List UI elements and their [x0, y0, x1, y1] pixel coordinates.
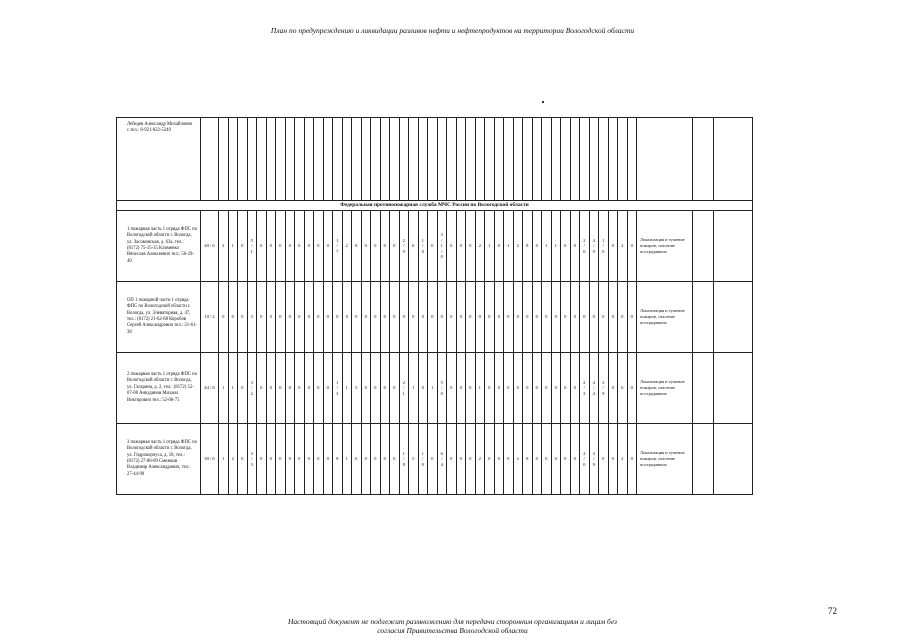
resource-cell: 5	[352, 353, 362, 424]
empty-cell	[693, 424, 714, 495]
resource-cell: 0	[494, 424, 504, 495]
table-row	[117, 211, 753, 282]
resource-cell: 2	[513, 211, 523, 282]
resource-cell: 0	[494, 282, 504, 353]
resource-cell: 0	[266, 211, 276, 282]
unit-staff: 10 / 2	[201, 282, 219, 353]
resource-cell: 1	[542, 211, 552, 282]
resource-cell: 0	[580, 282, 590, 353]
resource-cell: 0	[380, 353, 390, 424]
resource-cell: 0	[361, 211, 371, 282]
resource-cell: 0	[304, 211, 314, 282]
resource-cell: 0	[485, 353, 495, 424]
resource-cell: 0	[390, 353, 400, 424]
resource-cell: 0	[380, 424, 390, 495]
resource-cell: 1	[409, 353, 419, 424]
resource-cell: 0	[285, 353, 295, 424]
resource-cell: 2	[228, 424, 238, 495]
resource-cell: 0	[504, 424, 514, 495]
resource-cell: 2	[342, 211, 352, 282]
resource-cell: 0	[428, 424, 438, 495]
resource-cell: 0	[314, 211, 324, 282]
resource-cell: 0	[456, 353, 466, 424]
resource-cell: 8	[523, 424, 533, 495]
resource-cell: 3 / 2	[247, 353, 257, 424]
resource-cell: 0	[390, 211, 400, 282]
resource-cell: 0	[380, 282, 390, 353]
resource-cell: 0	[314, 282, 324, 353]
resource-cell: 2 / 0	[580, 211, 590, 282]
footer-line: Настоящий документ не подлежит размножению для передачи сторонним организациям и лицам без	[288, 617, 617, 626]
unit-action: Локализация и тушение пожаров, спасение пострадавших	[637, 424, 693, 495]
unit-name: 1 пожарная часть 1 отряда ФПС по Вологодской области г. Вологда, ул. Засомовская, д. 63а, тел.: (8172) 75-15-35 Клименко Вячеслав Алексеевич тел.: 56-29-40	[117, 211, 201, 282]
unit-staff: 40 / 6	[201, 211, 219, 282]
resource-cell: 0	[542, 424, 552, 495]
empty-cell	[714, 424, 753, 495]
resource-cell: 0	[447, 353, 457, 424]
resource-cell: 0	[238, 424, 248, 495]
resource-cell: 0	[257, 353, 267, 424]
resource-cell: 0	[285, 282, 295, 353]
resource-cell: 0	[542, 282, 552, 353]
resource-cell: 0	[399, 282, 409, 353]
resource-cell: 0	[437, 282, 447, 353]
resource-cell: 0	[352, 282, 362, 353]
resource-cell: 0	[276, 353, 286, 424]
resources-table	[116, 117, 753, 495]
resource-cell: 0	[314, 424, 324, 495]
resource-cell: 1	[219, 424, 229, 495]
resource-cell: 1	[219, 353, 229, 424]
resource-cell: 0	[285, 211, 295, 282]
empty-cell	[693, 353, 714, 424]
resource-cell: 1 / 0	[599, 211, 609, 282]
resource-cell: 0	[608, 282, 618, 353]
resource-cell: 1 / 0	[418, 211, 428, 282]
resource-cell: 0	[371, 211, 381, 282]
resource-cell: 0	[323, 353, 333, 424]
resource-cell: 0	[475, 282, 485, 353]
resource-cell: 0	[456, 424, 466, 495]
resource-cell: 5	[409, 424, 419, 495]
resource-cell: 0	[257, 282, 267, 353]
contact-person: Лебедев Александр Михайлович с.тел.: 8-921-822-5249	[117, 118, 201, 201]
resource-cell: 1	[342, 424, 352, 495]
resource-cell: 0	[418, 282, 428, 353]
unit-staff: 30 / 6	[201, 424, 219, 495]
resource-cell: 0	[238, 353, 248, 424]
resource-cell: 2	[219, 211, 229, 282]
page-number: 72	[828, 606, 837, 616]
resource-cell: 0	[428, 211, 438, 282]
resource-cell: 0	[371, 282, 381, 353]
resource-cell: 0	[504, 282, 514, 353]
resource-cell: 0	[466, 424, 476, 495]
resource-cell: 3 / 3	[247, 424, 257, 495]
empty-cell	[693, 211, 714, 282]
resource-cell: 0	[285, 424, 295, 495]
resource-cell: 0	[447, 282, 457, 353]
resource-cell: 0	[627, 282, 637, 353]
resource-cell: 0	[295, 353, 305, 424]
resource-cell: 0	[371, 424, 381, 495]
resource-cell: 3 / 9	[599, 353, 609, 424]
resource-cell: 0	[295, 424, 305, 495]
empty-cell	[714, 282, 753, 353]
empty-cell	[714, 353, 753, 424]
unit-name: 3 пожарная часть 1 отряда ФПС по Вологодской области г. Вологда, ул. Гидрокорпуса, д. 18, тел.: (8172) 27-80-09 Смежков Владимир Александрович, тел.: 27-44-90	[117, 424, 201, 495]
section-row	[117, 201, 753, 211]
unit-action: Локализация и тушение пожаров, спасение пострадавших	[637, 282, 693, 353]
resource-cell: 0	[523, 282, 533, 353]
resource-cell: 0	[323, 211, 333, 282]
resource-cell: 0	[551, 282, 561, 353]
resource-cell: 4 / 4	[589, 353, 599, 424]
resource-cell: 0	[447, 211, 457, 282]
resource-cell: 6	[409, 211, 419, 282]
resource-cell: 0	[409, 282, 419, 353]
resource-cell: 8	[333, 424, 343, 495]
resource-cell: 8	[523, 211, 533, 282]
resource-cell: 0	[266, 424, 276, 495]
table-row	[117, 118, 753, 201]
table-row	[117, 353, 753, 424]
resource-cell: 0	[485, 424, 495, 495]
resource-cell: 0	[485, 282, 495, 353]
resource-cell: 2 / 1	[399, 353, 409, 424]
empty-cell	[714, 211, 753, 282]
resource-cell: 0	[561, 424, 571, 495]
resource-cell: 6 / 4	[437, 424, 447, 495]
unit-action: Локализация и тушение пожаров, спасение пострадавших	[637, 353, 693, 424]
resource-cell: 0	[295, 211, 305, 282]
resource-cell: 2	[475, 424, 485, 495]
resource-cell: 0	[532, 211, 542, 282]
resource-cell: 0	[361, 282, 371, 353]
resource-cell: 0	[570, 424, 580, 495]
resource-cell: 0	[504, 353, 514, 424]
resource-cell: 3 / 9	[589, 424, 599, 495]
table-row	[117, 424, 753, 495]
resource-cell: 3 / 1 / 0	[437, 211, 447, 282]
resource-cell: 0	[456, 211, 466, 282]
resource-cell: 2	[513, 424, 523, 495]
resource-cell: 0	[608, 211, 618, 282]
resource-cell: 0	[361, 353, 371, 424]
document-header: План по предупреждению и ликвидации разливов нефти и нефтепродуктов на территории Вологодской области	[270, 26, 635, 35]
resource-cell: 1	[551, 211, 561, 282]
resource-cell: 0	[266, 282, 276, 353]
resource-cell: 1	[228, 353, 238, 424]
resource-cell: 2	[618, 211, 628, 282]
resource-cell: 0	[238, 282, 248, 353]
resource-cell: 2 / 0	[580, 424, 590, 495]
resource-cell: 0	[257, 211, 267, 282]
resource-cell: 0	[542, 353, 552, 424]
resource-cell: 0	[304, 282, 314, 353]
resource-cell: 0	[513, 282, 523, 353]
resource-cell: 1 / 3	[333, 353, 343, 424]
resource-cell: 6	[618, 353, 628, 424]
resource-cell: 0	[627, 211, 637, 282]
footer-line: согласия Правительства Вологодской области	[377, 626, 528, 635]
section-title: Федеральная противопожарная служба МЧС России по Вологодской области	[117, 201, 753, 211]
resource-cell: 0	[428, 282, 438, 353]
resource-cell: 0	[466, 282, 476, 353]
resource-cell: 0	[342, 282, 352, 353]
resource-cell: 0	[561, 211, 571, 282]
resource-cell: 2	[618, 424, 628, 495]
resource-cell: 6	[352, 424, 362, 495]
resource-cell: 0	[532, 353, 542, 424]
resource-cell: 0	[532, 424, 542, 495]
resource-cell: 0	[561, 353, 571, 424]
resource-cell: 0	[494, 211, 504, 282]
resource-cell: 1	[475, 353, 485, 424]
resource-cell: 0	[618, 282, 628, 353]
resource-cell: 2	[475, 211, 485, 282]
resource-cell: 0	[551, 353, 561, 424]
resource-cell: 1 / 8	[399, 424, 409, 495]
resource-cell: 0	[466, 211, 476, 282]
resource-cell: 1	[428, 353, 438, 424]
resource-cell: 0	[561, 282, 571, 353]
unit-name: 2 пожарная часть 1 отряда ФПС по Вологодской области г. Вологда, ул. Гагарина, д. 2, тел.: (8172) 52-07-08 Анкудинов Михаил Викторович тел.: 52-06-75	[117, 353, 201, 424]
table-row	[117, 282, 753, 353]
resource-cell: 0	[266, 353, 276, 424]
resource-cell: 0	[627, 424, 637, 495]
resource-cell: 0	[570, 353, 580, 424]
resource-cell: 0	[551, 424, 561, 495]
resource-cell: 4 / 9	[589, 211, 599, 282]
document-footer	[0, 617, 905, 635]
resource-cell: 1	[342, 353, 352, 424]
resource-cell: 1 / 7	[333, 211, 343, 282]
resource-cell: 0	[380, 211, 390, 282]
resource-cell: 1	[485, 211, 495, 282]
resource-cell: 0	[570, 211, 580, 282]
resource-cell: 1	[504, 211, 514, 282]
resource-cell: 0	[608, 353, 618, 424]
resource-cell: 0	[456, 282, 466, 353]
resource-cell: 0	[257, 424, 267, 495]
resource-cell: 0	[627, 353, 637, 424]
resource-cell: 0	[466, 353, 476, 424]
unit-name: ОП 1 пожарной части 1 отряда ФПС по Вологодской области г. Вологда, ул. Элеваторная, д. 47, тел.: (8172) 21-62-68 Коробов Сергей Александрович тел.: 21-61-38	[117, 282, 201, 353]
resource-cell: 1 / 0	[418, 424, 428, 495]
resource-cell: 0	[276, 282, 286, 353]
resource-cell: 0	[295, 282, 305, 353]
resource-cell: 0	[494, 353, 504, 424]
resource-cell: 0	[608, 424, 618, 495]
resource-cell: 0	[390, 282, 400, 353]
resource-cell: 0	[304, 353, 314, 424]
resource-cell: 0	[276, 424, 286, 495]
resource-cell: 0	[323, 282, 333, 353]
empty-cell	[693, 282, 714, 353]
resource-cell: 5 / 1	[247, 211, 257, 282]
scan-speck	[542, 101, 544, 103]
resource-cell: 0	[323, 424, 333, 495]
resource-cell: 1	[228, 211, 238, 282]
resource-cell: 2 / 9	[399, 211, 409, 282]
resource-cell: 3	[247, 282, 257, 353]
unit-staff: 44 / 8	[201, 353, 219, 424]
resource-cell: 0	[532, 282, 542, 353]
resource-cell: 8	[352, 211, 362, 282]
resource-cell: 0	[333, 282, 343, 353]
resource-cell: 0	[523, 353, 533, 424]
resource-cell: 0	[228, 282, 238, 353]
resource-cell: 0	[238, 211, 248, 282]
resource-cell: 0	[599, 282, 609, 353]
resource-cell: 0	[276, 211, 286, 282]
resource-cell: 0	[418, 353, 428, 424]
resource-cell: 0	[361, 424, 371, 495]
resource-cell: 0	[447, 424, 457, 495]
resource-cell: 0	[304, 424, 314, 495]
resource-cell: 2 / 3	[580, 353, 590, 424]
resource-cell: 0	[599, 424, 609, 495]
resource-cell: 0	[314, 353, 324, 424]
resource-cell: 0	[570, 282, 580, 353]
resource-cell: 5 / 0	[437, 353, 447, 424]
resource-cell: 0	[219, 282, 229, 353]
resource-cell: 0	[589, 282, 599, 353]
unit-action: Локализация и тушение пожаров, спасение пострадавших	[637, 211, 693, 282]
resource-cell: 0	[390, 424, 400, 495]
resource-cell: 0	[371, 353, 381, 424]
resource-cell: 0	[513, 353, 523, 424]
